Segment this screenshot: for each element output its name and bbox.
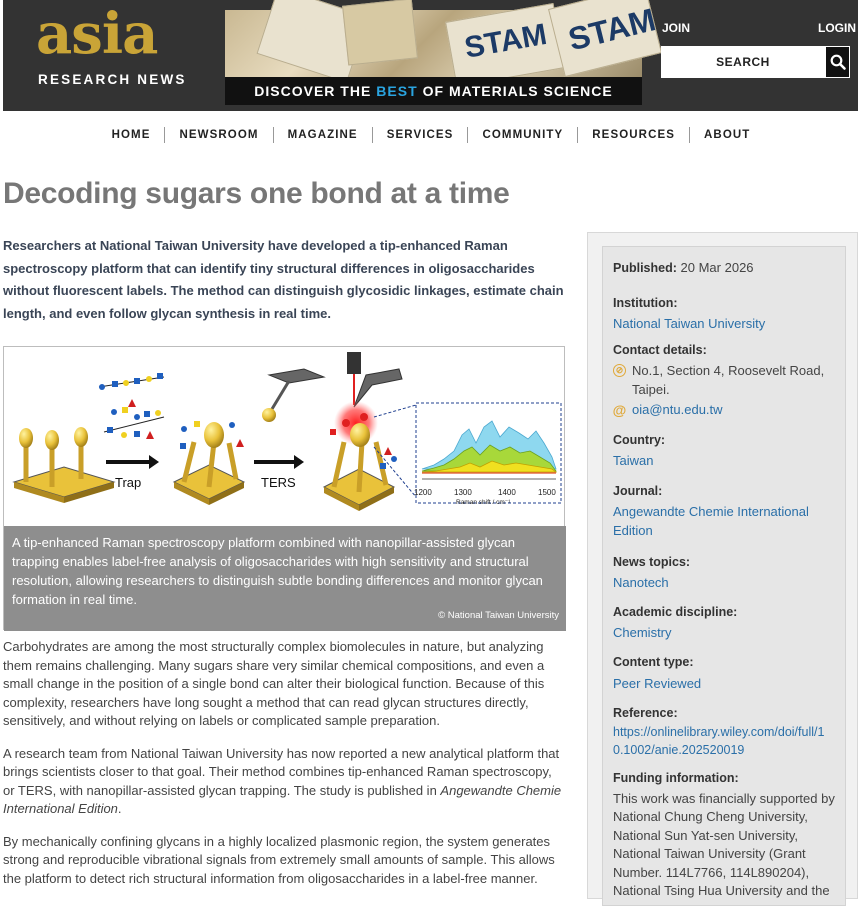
address-line: No.1, Section 4, Roosevelt Road, [632,363,825,378]
funding-text: Number. 114L7766, 114L890204), [613,865,810,880]
article-paragraph: Carbohydrates are among the most structurally complex biomolecules in nature, but analyzing them remains challenging. Many sugars share very similar chemical compositions, and even a small change in the position of a single bond can alter their biological function. Because of this complexity, researchers have long sought a method that can read glycan structures directly, sensitively, and without relying on labels or complicated sample preparation. [3,639,545,728]
journal-link[interactable]: Angewandte Chemie International [613,504,809,519]
news-topics-label: News topics: [613,555,691,569]
nav-community[interactable]: COMMUNITY [467,127,577,143]
search-button[interactable] [825,46,850,78]
funding-text: National Tsing Hua University and the [613,883,830,898]
journal-label: Journal: [613,484,663,498]
label-ters: TERS [261,475,296,490]
funding-text: National Taiwan University (Grant [613,846,806,861]
email-icon: @ [612,401,627,418]
glycan-molecules [99,373,164,439]
academic-discipline-link[interactable]: Chemistry [613,625,672,640]
axis-label: Raman shift / cm⁻¹ [456,499,511,506]
content-type-link[interactable]: Peer Reviewed [613,676,702,691]
location-icon: ⊘ [613,364,626,377]
main-navigation [0,126,862,144]
country-link[interactable]: Taiwan [613,453,654,468]
email-link[interactable]: oia@ntu.edu.tw [632,402,723,417]
funding-text: This work was financially supported by [613,791,835,806]
banner-stamp-text: STAM [564,1,660,58]
login-link[interactable]: LOGIN [818,21,856,35]
nav-services[interactable]: SERVICES [372,127,468,143]
ters-tip [262,369,324,422]
search-icon [830,54,846,70]
banner-text-prefix: DISCOVER THE [254,83,372,99]
site-logo[interactable] [36,1,187,92]
published-row [613,260,754,275]
funding-text: National Sun Yat-sen University, [613,828,798,843]
nav-magazine[interactable]: MAGAZINE [273,127,372,143]
advertisement-banner[interactable] [225,1,660,105]
search-input[interactable]: SEARCH [661,46,825,78]
reference-link[interactable]: https://onlinelibrary.wiley.com/doi/full/1 [613,725,825,739]
axis-tick: 1400 [498,488,516,497]
article-lead: Researchers at National Taiwan University have developed a tip-enhanced Raman spectroscopy platform that can identify tiny structural differences in oligosaccharides without fluorescent labels. The method can distinguish glycosidic linkages, estimate chain length, and even follow glycan synthesis in real time. [3,238,564,322]
raman-spectrum-inset [414,403,561,506]
nanopillar-array-trapped [174,421,244,505]
banner-tagline [225,77,642,105]
figure-credit: © National Taiwan University [438,610,559,621]
journal-name: Angewandte Chemie International Edition [3,782,562,816]
article-info-sidebar [602,246,846,906]
address-line: Taipei. [632,382,670,397]
banner-text-highlight: BEST [376,83,418,99]
content-type-label: Content type: [613,655,694,669]
nanopillar-array-bare [14,427,114,503]
paragraph-text: . [117,801,122,816]
logo-subtitle: RESEARCH NEWS [38,72,187,87]
logo-wordmark: asia [36,1,158,67]
axis-tick: 1500 [538,488,556,497]
nav-resources[interactable]: RESOURCES [577,127,689,143]
paragraph-text: A research team from National Taiwan University has now reported a new analytical platform that brings scientists closer to that goal. Their method combines tip-enhanced Raman spectroscopy, or TERS, with nanopillar-assisted glycan trapping. The study is published in [3,745,560,798]
article-paragraph [3,745,565,819]
figure-caption-text: A tip-enhanced Raman spectroscopy platform combined with nanopillar-assisted glycan trapping enables label-free analysis of oligosaccharides with high sensitivity and structural resolution, allowing researchers to distinguish subtle bonding differences and monitor glycan formation in real time. [12,535,543,607]
funding-text: National Chung Cheng University, [613,809,808,824]
arrow-ters [254,455,304,490]
banner-text-suffix: OF MATERIALS SCIENCE [422,83,613,99]
join-link[interactable]: JOIN [662,21,691,35]
published-label: Published: [613,261,677,275]
funding-label: Funding information: [613,771,739,785]
published-date: 20 Mar 2026 [680,260,754,275]
news-topic-link[interactable]: Nanotech [613,575,669,590]
banner-journal-cover [548,0,662,77]
academic-discipline-label: Academic discipline: [613,605,738,619]
reference-label: Reference: [613,706,678,720]
article-figure [3,346,565,630]
institution-link[interactable]: National Taiwan University [613,316,766,331]
article-body [3,638,565,902]
label-trap: Trap [115,475,142,490]
country-label: Country: [613,433,666,447]
journal-link[interactable]: Edition [613,523,653,538]
institution-label: Institution: [613,296,678,310]
banner-stamp-text: STAM [462,17,550,65]
axis-tick: 1300 [454,488,472,497]
banner-journal-cover [342,0,418,65]
nav-newsroom[interactable]: NEWSROOM [164,127,272,143]
ters-measurement [324,352,416,511]
reference-link[interactable]: 0.1002/anie.202520019 [613,743,745,757]
nav-about[interactable]: ABOUT [689,127,764,143]
article-title: Decoding sugars one bond at a time [3,177,510,210]
figure-illustration [4,347,566,527]
axis-tick: 1200 [414,488,432,497]
figure-caption [4,526,566,631]
article-paragraph: By mechanically confining glycans in a highly localized plasmonic region, the system generates strong and reproducible vibrational signals from extremely small amounts of sample. This allows the platform to detect rich structural information from oligosaccharides in a label-free manner. [3,833,555,886]
nav-home[interactable]: HOME [111,129,151,141]
contact-label: Contact details: [613,343,707,357]
banner-journal-cover [445,3,565,87]
